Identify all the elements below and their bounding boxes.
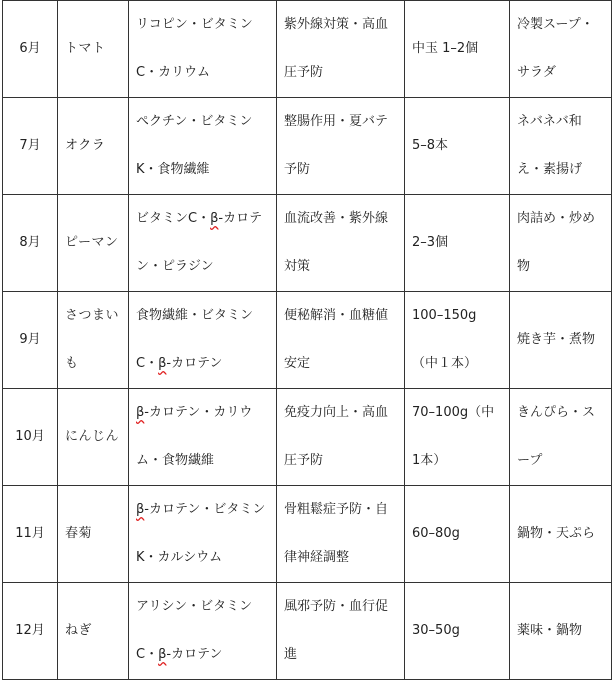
amount-cell: 70–100g（中1本） — [405, 389, 510, 486]
nutrients-cell: β-カロテン・ビタミンK・カルシウム — [129, 486, 277, 583]
food-cell: ピーマン — [58, 195, 129, 292]
dishes-cell: きんぴら・スープ — [510, 389, 612, 486]
table-row — [3, 486, 612, 583]
month-cell: 11月 — [3, 486, 58, 583]
nutrients-cell: ビタミンC・β-カロテン・ピラジン — [129, 195, 277, 292]
dishes-cell: 鍋物・天ぷら — [510, 486, 612, 583]
amount-cell: 30–50g — [405, 583, 510, 680]
dishes-cell: 肉詰め・炒め物 — [510, 195, 612, 292]
beta-symbol: β — [136, 405, 145, 420]
dishes-cell: 焼き芋・煮物 — [510, 292, 612, 389]
effects-cell: 風邪予防・血行促進 — [277, 583, 405, 680]
dishes-cell: ネバネバ和え・素揚げ — [510, 98, 612, 195]
month-cell: 7月 — [3, 98, 58, 195]
dishes-cell: 薬味・鍋物 — [510, 583, 612, 680]
effects-cell: 便秘解消・血糖値安定 — [277, 292, 405, 389]
month-cell: 10月 — [3, 389, 58, 486]
nutrients-cell: リコピン・ビタミンC・カリウム — [129, 1, 277, 98]
amount-cell: 100–150g（中１本） — [405, 292, 510, 389]
amount-cell: 60–80g — [405, 486, 510, 583]
nutrients-cell: 食物繊維・ビタミンC・β-カロテン — [129, 292, 277, 389]
food-cell: 春菊 — [58, 486, 129, 583]
beta-symbol: β — [210, 211, 219, 226]
beta-symbol: β — [158, 647, 167, 662]
effects-cell: 整腸作用・夏バテ予防 — [277, 98, 405, 195]
effects-cell: 血流改善・紫外線対策 — [277, 195, 405, 292]
effects-cell: 骨粗鬆症予防・自律神経調整 — [277, 486, 405, 583]
table-row — [3, 389, 612, 486]
beta-symbol: β — [136, 502, 145, 517]
food-cell: さつまいも — [58, 292, 129, 389]
seasonal-vegetable-table — [2, 0, 612, 680]
effects-cell: 免疫力向上・高血圧予防 — [277, 389, 405, 486]
food-cell: トマト — [58, 1, 129, 98]
table-row — [3, 195, 612, 292]
month-cell: 12月 — [3, 583, 58, 680]
table-row — [3, 98, 612, 195]
month-cell: 9月 — [3, 292, 58, 389]
beta-symbol: β — [158, 356, 167, 371]
nutrients-cell: β-カロテン・カリウム・食物繊維 — [129, 389, 277, 486]
table-row — [3, 1, 612, 98]
nutrients-cell: ペクチン・ビタミンK・食物繊維 — [129, 98, 277, 195]
table-row — [3, 583, 612, 680]
month-cell: 6月 — [3, 1, 58, 98]
effects-cell: 紫外線対策・高血圧予防 — [277, 1, 405, 98]
table-row — [3, 292, 612, 389]
food-cell: ねぎ — [58, 583, 129, 680]
nutrients-cell: アリシン・ビタミンC・β-カロテン — [129, 583, 277, 680]
amount-cell: 中玉 1–2個 — [405, 1, 510, 98]
dishes-cell: 冷製スープ・サラダ — [510, 1, 612, 98]
amount-cell: 2–3個 — [405, 195, 510, 292]
amount-cell: 5–8本 — [405, 98, 510, 195]
food-cell: にんじん — [58, 389, 129, 486]
food-cell: オクラ — [58, 98, 129, 195]
month-cell: 8月 — [3, 195, 58, 292]
